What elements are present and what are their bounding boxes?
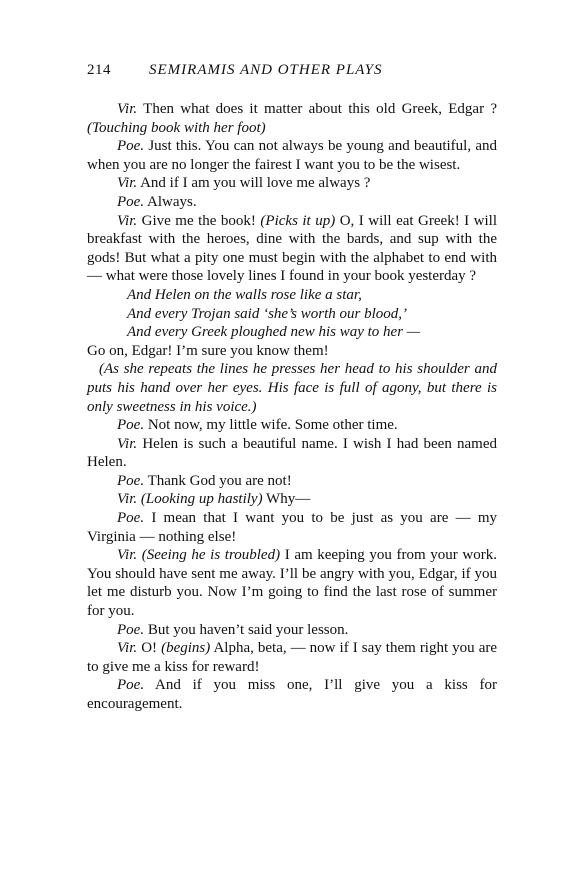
dialogue-text: Thank God you are not! [147, 472, 292, 489]
page-number: 214 [87, 62, 111, 78]
dialogue-text: Give me the book! [141, 212, 261, 229]
dialogue-text: O! [141, 640, 162, 657]
dialogue-text: And if you miss one, I’ll give you a kiss for encouragement. [87, 677, 497, 712]
stage-direction: (Looking up hastily) [140, 491, 263, 508]
speaker-name: Poe. [117, 417, 145, 434]
dialogue-text: O, I will eat Greek! I will breakfast with the heroes, dine with the bards, and sup with the gods! But what a pity one must begin with the alphabet to end with — what were those lovely lines I found in your book yesterday ? [87, 212, 498, 285]
dialogue-text: I am keeping you from your work. You should have sent me away. I’ll be angry with you, Edgar, if you let me disturb you. Now I’m going to find the last rose of summer for you. [87, 547, 497, 620]
speaker-name: Poe. [117, 677, 145, 694]
stage-direction: (Seeing he is troubled) [141, 547, 281, 564]
stage-direction-block: (As she repeats the lines he presses her head to his shoulder and puts his hand over her eyes. His face is full of agony, but there is only sweetness in his voice.) [87, 361, 497, 415]
speaker-name: Poe. [117, 138, 145, 155]
speaker-name: Vir. [117, 101, 138, 117]
speaker-name: Vir. [117, 491, 138, 508]
dialogue-text: Alpha, beta, — now if I say them right you are to give me a kiss for reward! [87, 640, 498, 675]
speaker-name: Vir. [117, 175, 138, 192]
speaker-name: Vir. [117, 547, 138, 564]
dialogue-text: Not now, my little wife. Some other time. [147, 417, 398, 434]
stage-direction: (begins) [161, 640, 211, 657]
speaker-name: Poe. [117, 621, 145, 638]
speech-paragraph [87, 416, 497, 435]
dialogue-text: Just this. You can not always be young and beautiful, and when you are no longer the fairest I want you to be the wisest. [87, 138, 497, 173]
speech-paragraph [87, 639, 497, 676]
running-header [87, 62, 497, 79]
speech-paragraph [87, 137, 497, 174]
dialogue-text: But you haven’t said your lesson. [147, 621, 349, 638]
verse-line: And Helen on the walls rose like a star, [127, 286, 362, 303]
dialogue-text: Helen is such a beautiful name. I wish I had been named Helen. [87, 435, 497, 471]
speaker-name: Vir. [117, 640, 138, 657]
dialogue-text: I mean that I want you to be just as you are — my Virginia — nothing else! [87, 510, 497, 545]
speaker-name: Poe. [117, 193, 145, 210]
dialogue-text: And if I am you will love me always ? [140, 175, 371, 192]
verse-line: And every Trojan said ‘she’s worth our blood,’ [127, 305, 407, 322]
stage-direction: (Picks it up) [260, 212, 336, 229]
stage-direction: (Touching book with her foot) [87, 119, 266, 136]
speaker-name: Poe. [117, 510, 145, 527]
speech-paragraph [87, 212, 497, 286]
speaker-name: Vir. [117, 435, 138, 452]
verse-line: And every Greek ploughed new his way to her — [127, 324, 421, 341]
dialogue-text: Always. [147, 193, 197, 210]
speech-paragraph [87, 472, 497, 491]
speaker-name: Vir. [117, 212, 138, 229]
page-body [87, 100, 497, 714]
speaker-name: Poe. [117, 472, 145, 489]
speech-paragraph [87, 621, 497, 640]
speech-paragraph [87, 435, 497, 472]
speech-paragraph [87, 509, 497, 546]
dialogue-text: Why— [262, 491, 311, 508]
continuation-line: Go on, Edgar! I’m sure you know them! [87, 342, 329, 359]
speech-paragraph [87, 546, 497, 620]
speech-paragraph [87, 676, 497, 713]
speech-paragraph [87, 490, 497, 509]
running-title: SEMIRAMIS AND OTHER PLAYS [149, 62, 383, 78]
speech-paragraph [87, 193, 497, 212]
speech-paragraph [87, 100, 497, 137]
speech-paragraph [87, 174, 497, 193]
dialogue-text: Then what does it matter about this old Greek, Edgar ? [143, 101, 497, 117]
